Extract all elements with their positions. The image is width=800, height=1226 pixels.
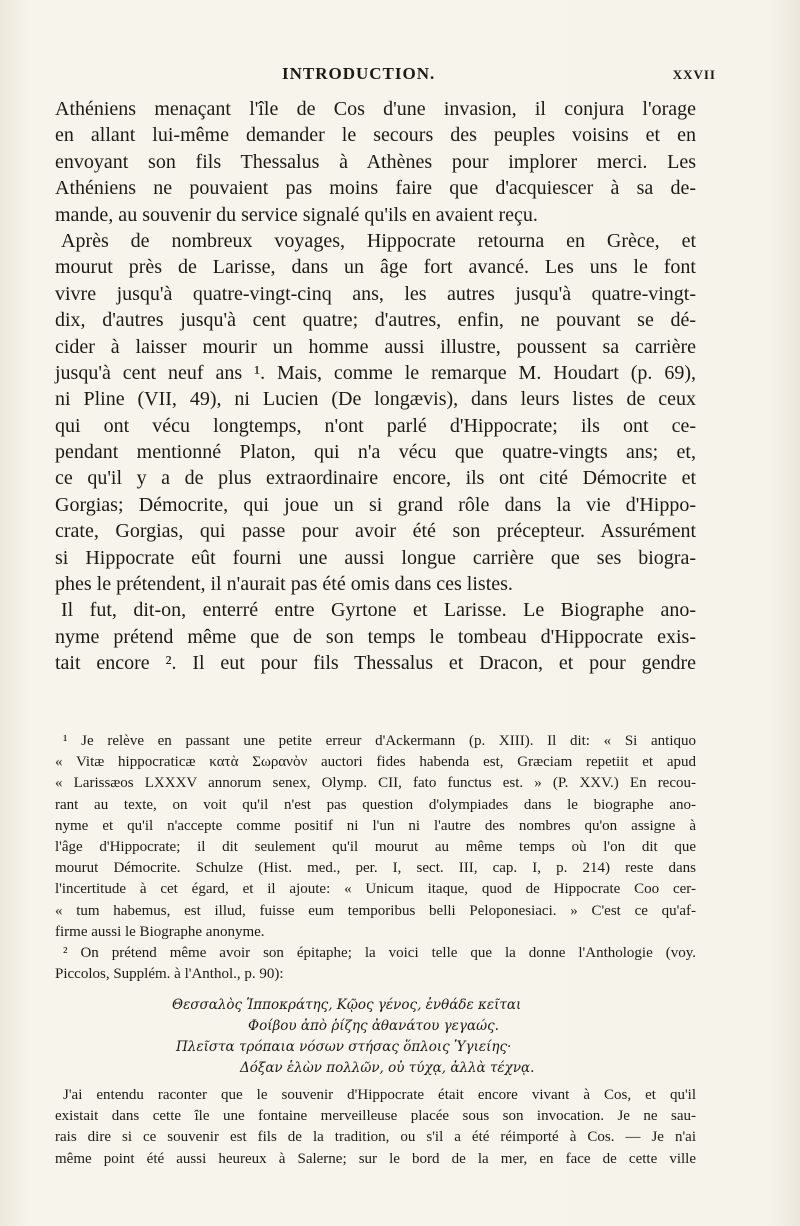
- text-line: pendant mentionné Platon, qui n'a vécu que quatre-vingts ans; et,: [55, 441, 696, 464]
- text-line: mande, au souvenir du service signalé qu'ils en avaient reçu.: [55, 203, 538, 226]
- text-line: nyme prétend même que de son temps le tombeau d'Hippocrate exis-: [55, 625, 696, 648]
- closing-note: [55, 1085, 696, 1170]
- text-line: ce qu'il y a de plus extraordinaire encore, ils ont cité Démocrite et: [55, 467, 696, 490]
- epitaph-line: Πλεῖστα τρόπαια νόσων στήσας ὅπλοις Ὑγιείης·: [176, 1039, 512, 1055]
- text-line: Athéniens ne pouvaient pas moins faire que d'acquiescer à sa de-: [55, 177, 696, 200]
- footnote-line: firme aussi le Biographe anonyme.: [55, 923, 265, 940]
- text-line: crate, Gorgias, qui passe pour avoir été son précepteur. Assurément: [55, 520, 696, 543]
- epitaph-line: Θεσσαλὸς Ἱπποκράτης, Κῷος γένος, ἐνθάδε κεῖται: [172, 997, 522, 1013]
- closing-line: rais dire si ce souvenir est fils de la tradition, ou s'il a été réimporté à Cos. — Je n'ai: [55, 1129, 696, 1146]
- epitaph-line: Φοίβου ἀπὸ ῥίζης ἀθανάτου γεγαώς.: [248, 1018, 499, 1034]
- text-line: vivre jusqu'à quatre-vingt-cinq ans, les autres jusqu'à quatre-vingt-: [55, 282, 696, 305]
- footnote-line: ² On prétend même avoir son épitaphe; la voici telle que la donne l'Anthologie (voy.: [63, 944, 696, 961]
- text-line: si Hippocrate eût fourni une aussi longue carrière que ses biogra-: [55, 546, 696, 569]
- footnote-line: « Vitæ hippocraticæ κατὰ Σωρανὸν auctori fides habenda est, Græciam repetiit et apud: [55, 754, 696, 771]
- text-line: qui ont vécu longtemps, n'ont parlé d'Hippocrate; ils ont ce-: [55, 414, 696, 437]
- closing-line: J'ai entendu raconter que le souvenir d'Hippocrate était encore vivant à Cos, et qu'il: [63, 1087, 696, 1103]
- page-header: [50, 64, 716, 86]
- running-head: INTRODUCTION.: [282, 64, 436, 83]
- footnote-line: mourut Démocrite. Schulze (Hist. med., per. I, sect. III, cap. I, p. 214) reste dans: [55, 860, 696, 877]
- footnote-line: l'âge d'Hippocrate; il dit seulement qu'il mourut au même temps où l'on dit que: [55, 838, 696, 855]
- text-line: en allant lui-même demander le secours des peuples voisins et en: [55, 124, 696, 147]
- text-line: mourut près de Larisse, dans un âge fort avancé. Les uns le font: [55, 256, 696, 279]
- text-line: Après de nombreux voyages, Hippocrate retourna en Grèce, et: [61, 229, 696, 252]
- closing-line: existait dans cette île une fontaine merveilleuse placée sous son invocation. Je ne sau-: [55, 1108, 696, 1125]
- closing-line: même point été aussi heureux à Salerne; sur le bord de la mer, en face de cette ville: [55, 1150, 696, 1167]
- text-line: phes le prétendent, il n'aurait pas été omis dans ces listes.: [55, 573, 513, 596]
- footnote-line: « tum habemus, est illud, fuisse eum temporibus belli Peloponesiaci. » C'est ce qu'af-: [55, 902, 696, 919]
- page-number: XXVII: [672, 67, 716, 82]
- footnote-line: l'incertitude à cet égard, et il ajoute: « Unicum itaque, quod de Hippocrate Coo cer-: [55, 881, 696, 898]
- main-text: [55, 96, 696, 677]
- footnote-line: nyme et qu'il n'accepte comme positif ni l'un ni l'autre des nombres qu'on assigne à: [55, 817, 696, 834]
- text-line: envoyant son fils Thessalus à Athènes pour implorer merci. Les: [55, 150, 696, 173]
- epitaph-line: Δόξαν ἑλὼν πολλῶν, οὐ τύχᾳ, ἀλλὰ τέχνᾳ.: [240, 1060, 535, 1076]
- text-line: jusqu'à cent neuf ans ¹. Mais, comme le remarque M. Houdart (p. 69),: [55, 361, 696, 384]
- text-line: tait encore ². Il eut pour fils Thessalus et Dracon, et pour gendre: [55, 652, 696, 675]
- text-line: Il fut, dit-on, enterré entre Gyrtone et Larisse. Le Biographe ano-: [61, 599, 696, 622]
- footnote-line: rant au texte, on voit qu'il n'est pas question d'olympiades dans le biographe ano-: [55, 796, 696, 813]
- footnotes: [55, 731, 696, 985]
- footnote-line: ¹ Je relève en passant une petite erreur d'Ackermann (p. XIII). Il dit: « Si antiquo: [63, 733, 696, 749]
- text-line: ni Pline (VII, 49), ni Lucien (De longævis), dans leurs listes de ceux: [55, 388, 696, 411]
- footnote-line: « Larissæos LXXXV annorum senex, Olymp. CII, fato functus est. » (P. XXV.) En recou-: [55, 775, 696, 792]
- footnote-line: Piccolos, Supplém. à l'Anthol., p. 90):: [55, 966, 284, 983]
- text-line: cider à laisser mourir un homme aussi illustre, poussent sa carrière: [55, 335, 696, 358]
- text-line: Athéniens menaçant l'île de Cos d'une invasion, il conjura l'orage: [55, 98, 696, 120]
- text-line: dix, d'autres jusqu'à cent quatre; d'autres, enfin, ne pouvant se dé-: [55, 309, 696, 332]
- text-line: Gorgias; Démocrite, qui joue un si grand rôle dans la vie d'Hippo-: [55, 493, 696, 516]
